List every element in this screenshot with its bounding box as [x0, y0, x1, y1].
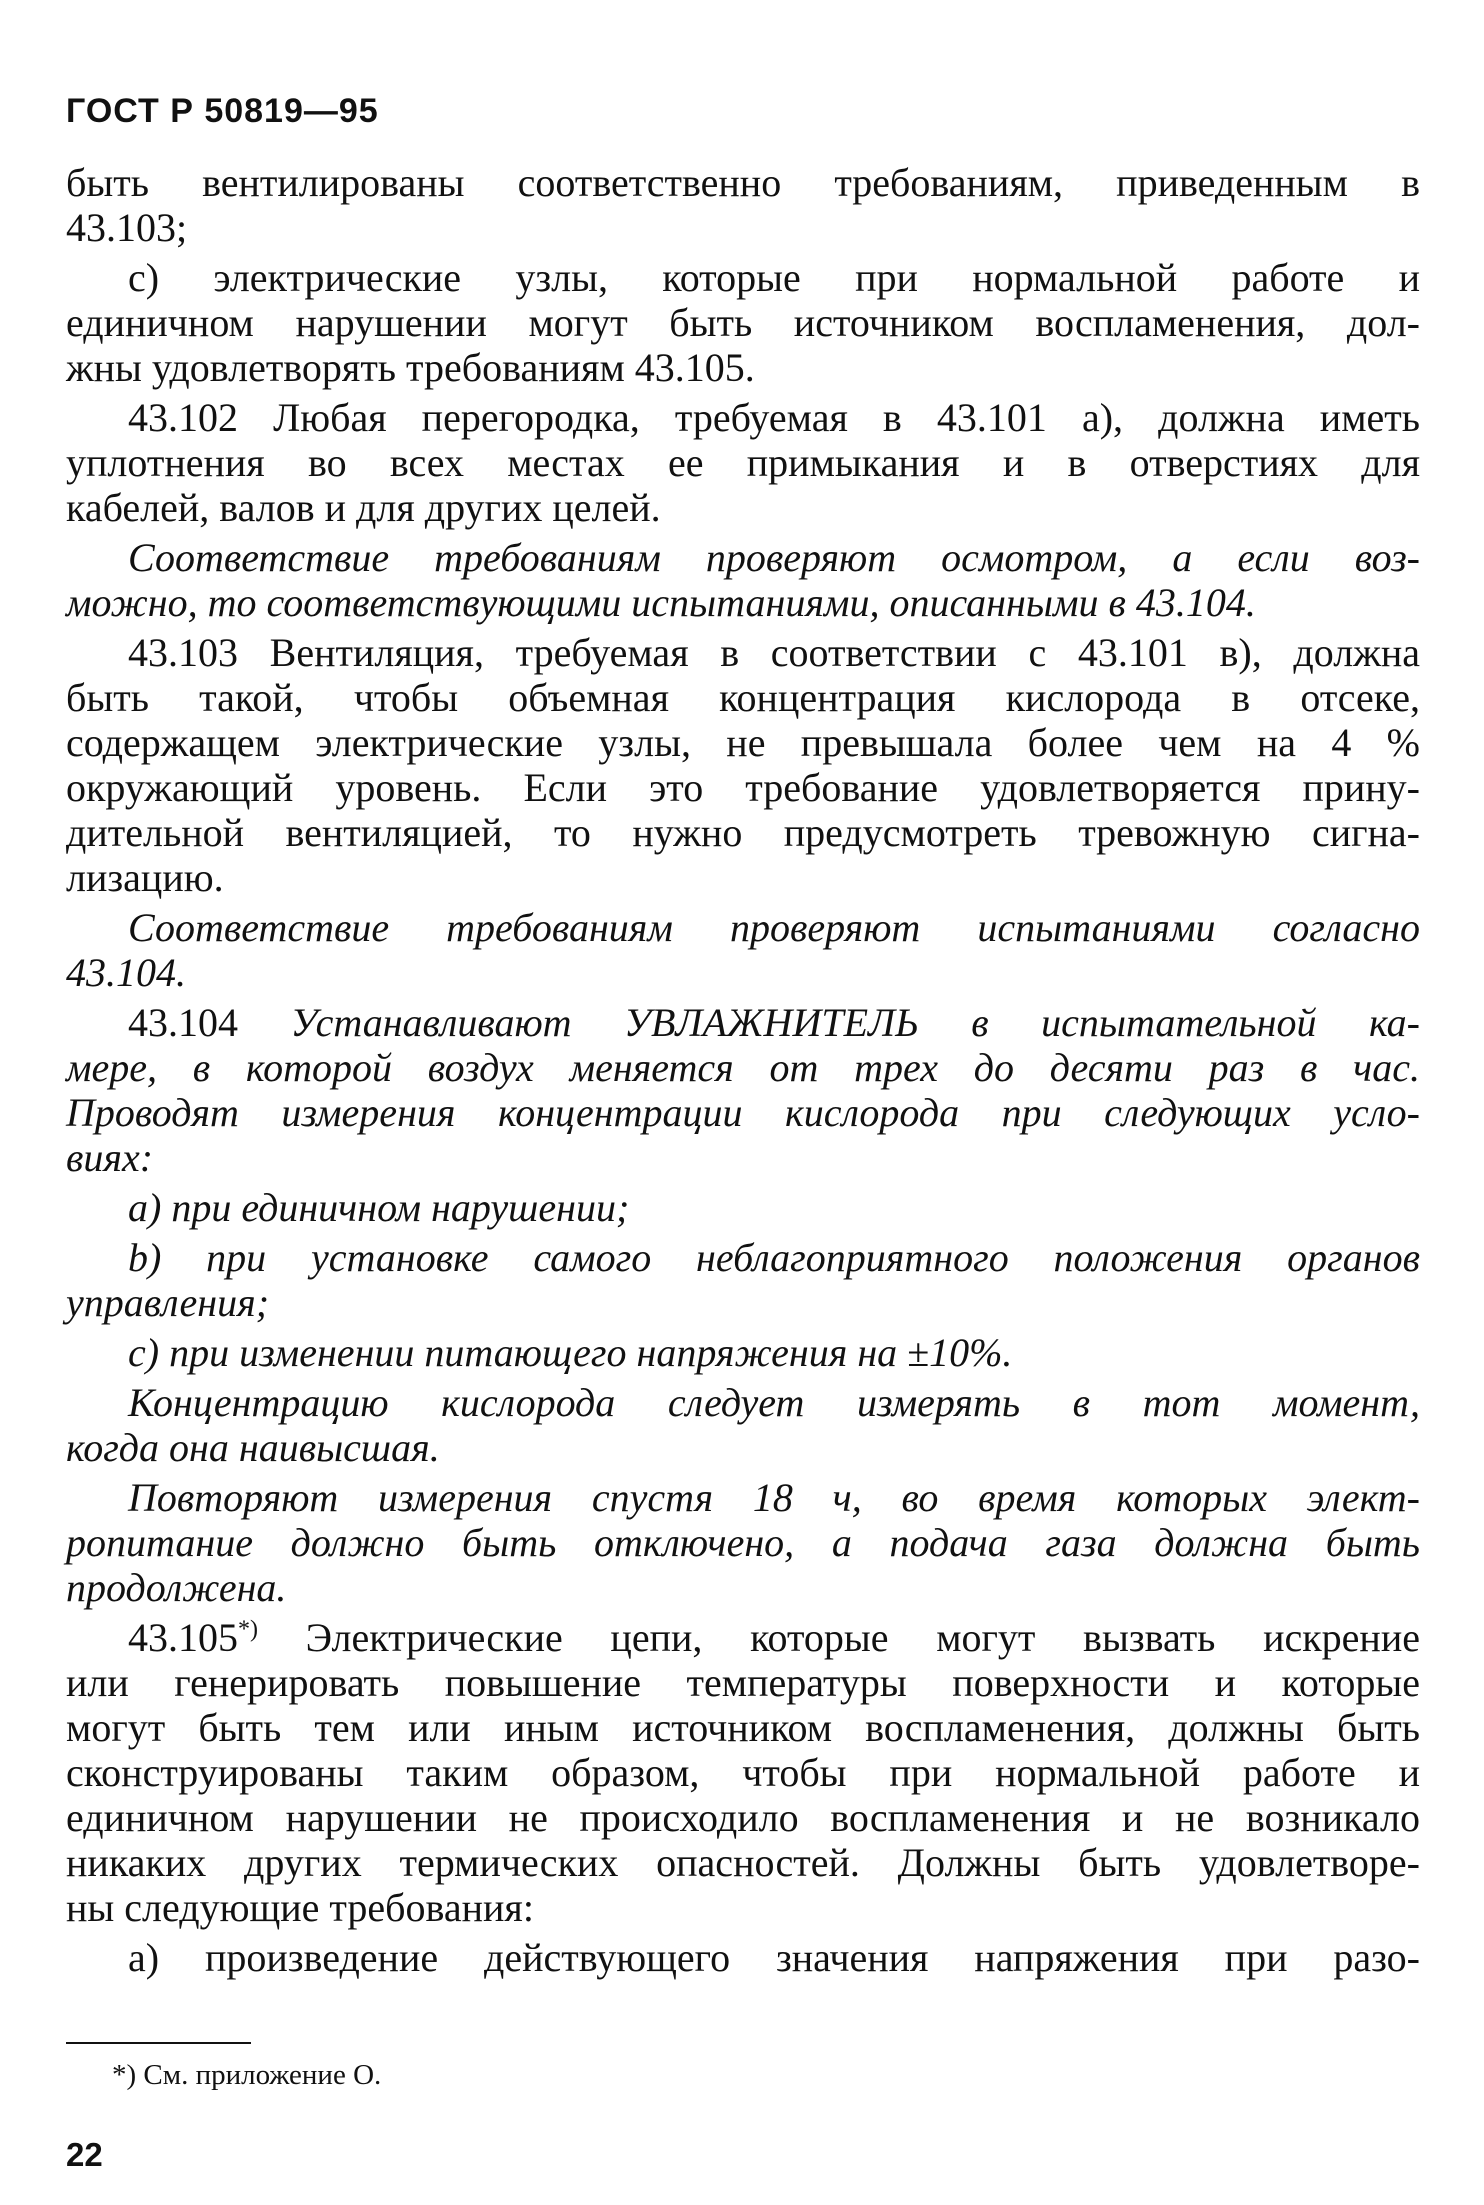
list-item-c: c) при изменении питающего напряжения на ±10%.	[128, 1330, 1013, 1375]
clause-43-105: ны следующие требования:	[66, 1885, 534, 1930]
clause-43-103: лизацию.	[66, 855, 224, 900]
clause-43-105: 43.105*) Электрические цепи, которые могут вызвать искрение	[128, 1615, 1421, 1660]
list-item-c: единичном нарушении могут быть источником воспламенения, дол-	[66, 300, 1420, 345]
list-item-b: управления;	[66, 1280, 270, 1325]
compliance-note: Соответствие требованиям проверяют осмотром, а если воз-	[128, 535, 1420, 580]
compliance-note: можно, то соответствующими испытаниями, описанными в 43.104.	[66, 580, 1256, 625]
clause-43-102: кабелей, валов и для других целей.	[66, 485, 661, 530]
paragraph-continuation: 43.103;	[66, 205, 188, 250]
clause-43-104: виях:	[66, 1135, 154, 1180]
clause-43-105: единичном нарушении не происходило воспламенения и не возникало	[66, 1795, 1420, 1840]
page-number: 22	[66, 2136, 103, 2173]
list-item-c: c) электрические узлы, которые при нормальной работе и	[128, 255, 1420, 300]
repeat-measurement-note: Повторяют измерения спустя 18 ч, во время которых элект-	[128, 1475, 1420, 1520]
clause-43-102: 43.102 Любая перегородка, требуемая в 43.101 а), должна иметь	[128, 395, 1420, 440]
clause-43-103: 43.103 Вентиляция, требуемая в соответствии с 43.101 в), должна	[128, 630, 1420, 675]
clause-43-103: дительной вентиляцией, то нужно предусмотреть тревожную сигна-	[66, 810, 1420, 855]
clause-number: 43.104	[128, 1000, 238, 1045]
compliance-note: Соответствие требованиям проверяют испытаниями согласно	[128, 905, 1420, 950]
clause-43-105: или генерировать повышение температуры поверхности и которые	[66, 1660, 1420, 1705]
footnote-marker: *)	[238, 1616, 258, 1643]
list-item-b: b) при установке самого неблагоприятного положения органов	[128, 1235, 1420, 1280]
paragraph-continuation: быть вентилированы соответственно требованиям, приведенным в	[66, 160, 1420, 205]
list-item-a: a) произведение действующего значения напряжения при разо-	[128, 1935, 1420, 1980]
compliance-note: 43.104.	[66, 950, 186, 995]
list-item-c: жны удовлетворять требованиям 43.105.	[66, 345, 755, 390]
clause-43-103: содержащем электрические узлы, не превышала более чем на 4 %	[66, 720, 1420, 765]
clause-43-105: сконструированы таким образом, чтобы при нормальной работе и	[66, 1750, 1420, 1795]
document-header: ГОСТ Р 50819—95	[66, 92, 379, 130]
measurement-note: Концентрацию кислорода следует измерять в тот момент,	[128, 1380, 1420, 1425]
repeat-measurement-note: продолжена.	[66, 1565, 287, 1610]
list-item-a: a) при единичном нарушении;	[128, 1185, 630, 1230]
clause-43-105: никаких других термических опасностей. Должны быть удовлетворе-	[66, 1840, 1420, 1885]
clause-43-105: могут быть тем или иным источником воспламенения, должны быть	[66, 1705, 1420, 1750]
clause-43-104: Проводят измерения концентрации кислорода при следующих усло-	[66, 1090, 1420, 1135]
clause-43-102: уплотнения во всех местах ее примыкания и в отверстиях для	[66, 440, 1420, 485]
footnote: *) См. приложение О.	[112, 2059, 382, 2091]
measurement-note: когда она наивысшая.	[66, 1425, 440, 1470]
clause-43-104: мере, в которой воздух меняется от трех до десяти раз в час.	[66, 1045, 1420, 1090]
page-body	[66, 160, 1420, 1980]
footnote-divider	[66, 2042, 251, 2044]
clause-43-103: окружающий уровень. Если это требование удовлетворяется прину-	[66, 765, 1420, 810]
repeat-measurement-note: ропитание должно быть отключено, а подача газа должна быть	[66, 1520, 1420, 1565]
clause-43-104: 43.104 Устанавливают УВЛАЖНИТЕЛЬ в испытательной ка-	[128, 1000, 1421, 1045]
clause-43-103: быть такой, чтобы объемная концентрация кислорода в отсеке,	[66, 675, 1420, 720]
clause-number: 43.105	[128, 1615, 238, 1660]
